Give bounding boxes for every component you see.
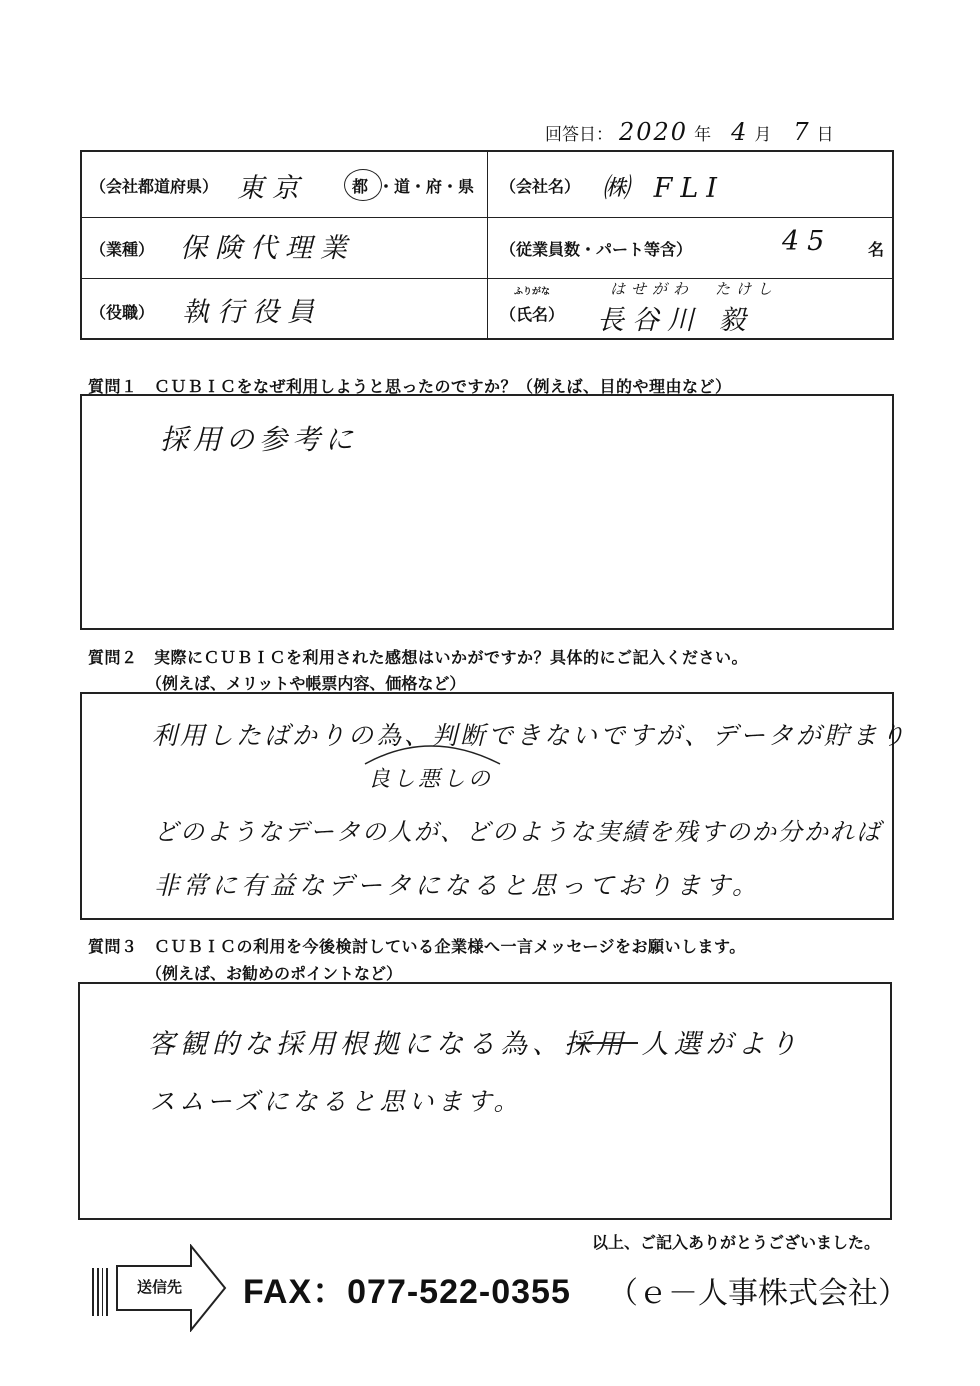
name-label: （氏名） bbox=[500, 305, 565, 324]
strikethrough-mark bbox=[576, 1042, 638, 1044]
answer-line: 採用の参考に bbox=[160, 423, 359, 456]
month-unit: 月 bbox=[754, 125, 772, 145]
fax-company: （ｅ－人事株式会社） bbox=[608, 1276, 908, 1311]
name-furigana: はせがわ たけし bbox=[610, 280, 779, 298]
send-label: 送信先 bbox=[137, 1278, 183, 1296]
respondent-info-table bbox=[80, 150, 894, 340]
position-value: 執行役員 bbox=[182, 297, 322, 328]
date-year: 2020 bbox=[619, 118, 689, 146]
fax-number: FAX：077-522-0355 bbox=[243, 1273, 571, 1311]
decorative-bars bbox=[92, 1268, 108, 1316]
answer-line: 客観的な採用根拠になる為、採用 人選がより bbox=[148, 1029, 802, 1060]
employees-label: （従業員数・パート等含） bbox=[500, 240, 693, 259]
prefecture-value: 東京 bbox=[237, 173, 307, 204]
table-divider bbox=[487, 152, 488, 338]
answer-line: 非常に有益なデータになると思っております。 bbox=[154, 871, 762, 900]
prefecture-suffix: ・道・府・県 bbox=[378, 177, 475, 196]
answer-line: 利用したばかりの為、判断できないですが、データが貯まり bbox=[152, 721, 909, 750]
question-3-subtitle: （例えば、お勧めのポイントなど） bbox=[146, 964, 403, 983]
question-1-answer-box bbox=[80, 394, 894, 630]
question-2-answer-box bbox=[80, 692, 909, 920]
question-3-title: 質問３ ＣＵＢＩＣの利用を今後検討している企業様へ一言メッセージをお願いします。 bbox=[88, 937, 746, 956]
date-month: 4 bbox=[731, 118, 749, 146]
answer-line: どのようなデータの人が、どのような実績を残すのか分かれば bbox=[154, 818, 882, 846]
prefecture-to: 都 bbox=[352, 177, 369, 196]
furigana-label: ふりがな bbox=[514, 287, 551, 297]
industry-value: 保険代理業 bbox=[180, 233, 355, 264]
date-label: 回答日： bbox=[545, 125, 613, 145]
position-label: （役職） bbox=[90, 303, 155, 322]
company-label: （会社名） bbox=[500, 177, 581, 196]
question-2-subtitle: （例えば、メリットや帳票内容、価格など） bbox=[146, 674, 466, 693]
year-unit: 年 bbox=[694, 125, 712, 145]
question-1-title: 質問１ ＣＵＢＩＣをなぜ利用しようと思ったのですか？（例えば、目的や理由など） bbox=[88, 377, 732, 396]
question-3-answer-box bbox=[78, 982, 892, 1220]
answer-line-insertion: 良し悪しの bbox=[368, 767, 494, 792]
industry-label: （業種） bbox=[90, 240, 155, 259]
answer-line: スムーズになると思います。 bbox=[150, 1087, 523, 1116]
date-day: 7 bbox=[793, 118, 811, 146]
employees-unit: 名 bbox=[868, 240, 885, 259]
company-value: ㈱ FLI bbox=[602, 173, 725, 204]
day-unit: 日 bbox=[816, 125, 834, 145]
employees-value: 45 bbox=[782, 226, 833, 257]
prefecture-label: （会社都道府県） bbox=[90, 177, 219, 196]
question-2-title: 質問２ 実際にＣＵＢＩＣを利用された感想はいかがですか？具体的にご記入ください。 bbox=[88, 648, 749, 667]
closing-message: 以上、ご記入ありがとうございました。 bbox=[591, 1233, 880, 1252]
answer-date bbox=[545, 118, 834, 148]
table-divider bbox=[82, 217, 892, 218]
name-value: 長谷川 毅 bbox=[597, 305, 754, 336]
